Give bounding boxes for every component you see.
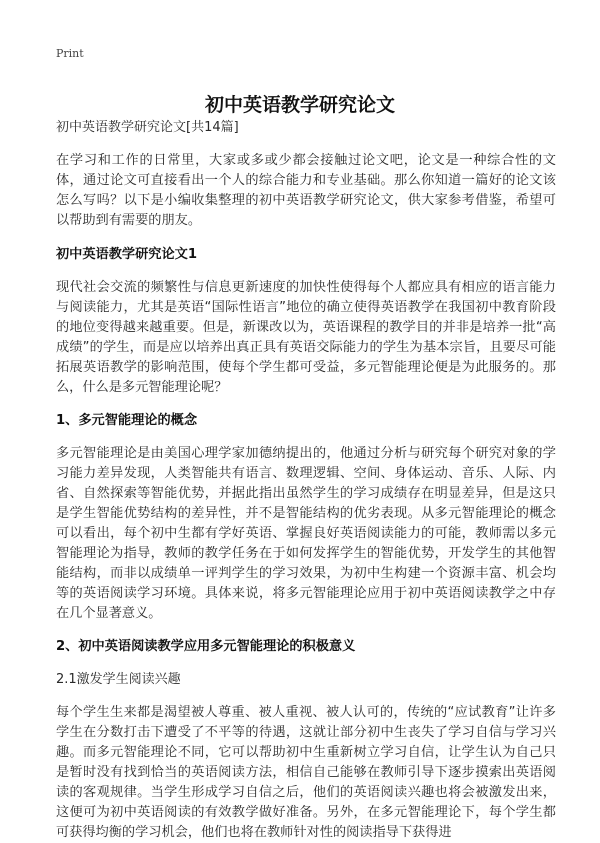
document-subtitle: 初中英语教学研究论文[共14篇] bbox=[56, 120, 239, 135]
section-paragraph: 多元智能理论是由美国心理学家加德纳提出的，他通过分析与研究每个研究对象的学习能力差异发现，人类智能共有语言、数理逻辑、空间、身体运动、音乐、人际、内省、自然探索等智能优势，并据此指出虽然学生的学习成绩存在明显差异，但是这只是学生智能优势结构的差异性，并不是智能结构的优劣表现。从多元智能理论的概念可以看出，每个初中生都有学好英语、掌握良好英语阅读能力的可能，教师需以多元智能理论为指导，教师的教学任务在于如何发挥学生的智能优势，开发学生的其他智能结构，而非以成绩单一评判学生的学习效果，为初中生构建一个资源丰富、机会均等的英语阅读学习环境。具体来说，将多元智能理论应用于初中英语阅读教学之中存在几个显著意义。 bbox=[56, 446, 556, 621]
document-body bbox=[56, 118, 556, 843]
spacer bbox=[56, 624, 556, 637]
section-paragraph: 每个学生生来都是渴望被人尊重、被人重视、被人认可的，传统的“应试教育”让许多学生在分数打击下遭受了不平等的待遇，这就让部分初中生丧失了学习自信与学习兴趣。而多元智能理论不同，它可以帮助初中生重新树立学习自信，让学生认为自己只是暂时没有找到恰当的英语阅读方法，相信自己能够在教师引导下逐步摸索出英语阅读的客观规律。当学生形成学习自信之后，他们的英语阅读兴趣也将会被激发出来，这便可为初中英语阅读的有效教学做好准备。另外，在多元智能理论下，每个学生都可获得均衡的学习机会，他们也将在教师针对性的阅读指导下获得进 bbox=[56, 705, 556, 840]
spacer bbox=[56, 657, 556, 670]
spacer bbox=[56, 265, 556, 278]
spacer bbox=[56, 690, 556, 703]
spacer bbox=[56, 231, 556, 245]
print-link[interactable]: Print bbox=[56, 47, 84, 60]
essay-heading: 初中英语教学研究论文1 bbox=[56, 247, 198, 262]
spacer bbox=[56, 398, 556, 411]
page-title: 初中英语教学研究论文 bbox=[204, 93, 395, 116]
subsection-heading: 2.1激发学生阅读兴趣 bbox=[56, 672, 181, 687]
section-heading: 1、多元智能理论的概念 bbox=[56, 413, 198, 428]
intro-paragraph: 在学习和工作的日常里，大家或多或少都会接触过论文吧，论文是一种综合性的文体，通过论文可直接看出一个人的综合能力和专业基础。那么你知道一篇好的论文该怎么写吗？以下是小编收集整理的初中英语教学研究论文，供大家参考借鉴，希望可以帮助到有需要的朋友。 bbox=[56, 153, 556, 228]
essay-paragraph: 现代社会交流的频繁性与信息更新速度的加快性使得每个人都应具有相应的语言能力与阅读能力，尤其是英语“国际性语言”地位的确立使得英语教学在我国初中教育阶段的地位变得越来越重要。但是，新课改以为，英语课程的教学目的并非是培养一批“高成绩”的学生，而是应以培养出真正具有英语交际能力的学生为基本宗旨，且要尽可能拓展英语教学的影响范围，使每个学生都可受益，多元智能理论便是为此服务的。那么，什么是多元智能理论呢？ bbox=[56, 280, 556, 395]
spacer bbox=[56, 431, 556, 444]
section-heading: 2、初中英语阅读教学应用多元智能理论的积极意义 bbox=[56, 639, 356, 654]
